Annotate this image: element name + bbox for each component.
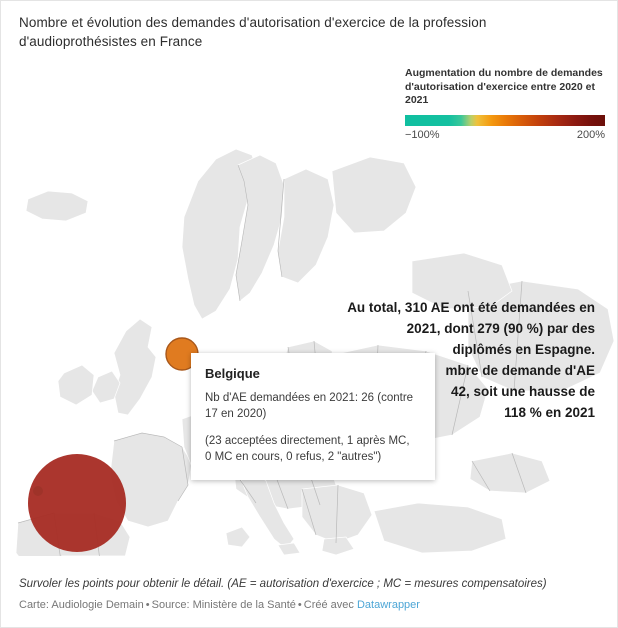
legend-title: Augmentation du nombre de demandes d'autorisation d'exercice entre 2020 et 2021 xyxy=(405,67,603,106)
legend-min-label: −100% xyxy=(405,128,440,141)
map-tooltip xyxy=(191,353,435,480)
tooltip-spacer xyxy=(205,422,421,433)
datawrapper-link[interactable]: Datawrapper xyxy=(356,599,420,611)
annotation-line-1: Au total, 310 AE ont été demandées en xyxy=(347,300,595,315)
data-point-espagne[interactable] xyxy=(28,454,126,552)
legend-max-label: 200% xyxy=(576,128,605,141)
tooltip-line-2: 17 en 2020) xyxy=(205,408,267,420)
footer-note: Survoler les points pour obtenir le détail. (AE = autorisation d'exercice ; MC = mesures compensatoires) xyxy=(19,578,547,590)
annotation-line-6: 118 % en 2021 xyxy=(504,405,595,420)
annotation-line-2: 2021, dont 279 (90 %) par des xyxy=(406,321,595,336)
tooltip-line-4: 0 MC en cours, 0 refus, 2 "autres") xyxy=(205,451,382,463)
legend-gradient-bar xyxy=(405,115,605,126)
annotation-line-5: 42, soit une hausse de xyxy=(450,384,595,399)
footer-credit xyxy=(19,598,599,613)
annotation-line-3: diplômés en Espagne. xyxy=(452,342,595,357)
tooltip-line-1: Nb d'AE demandées en 2021: 26 (contre xyxy=(205,392,414,404)
credit-separator-1: • xyxy=(145,599,150,611)
credit-created: Créé avec xyxy=(303,599,354,611)
credit-map: Carte: Audiologie Demain xyxy=(19,599,144,611)
annotation-line-4: mbre de demande d'AE xyxy=(445,363,595,378)
credit-source: Source: Ministère de la Santé xyxy=(151,599,296,611)
tooltip-title: Belgique xyxy=(205,366,260,381)
chart-footer xyxy=(19,576,599,613)
legend-labels xyxy=(405,129,605,141)
legend xyxy=(405,67,605,141)
tooltip-line-3: (23 acceptées directement, 1 après MC, xyxy=(205,435,410,447)
credit-separator-2: • xyxy=(297,599,302,611)
page-title: Nombre et évolution des demandes d'autorisation d'exercice de la profession d'audioprothésistes en France xyxy=(19,15,487,49)
chart-header xyxy=(19,13,599,51)
